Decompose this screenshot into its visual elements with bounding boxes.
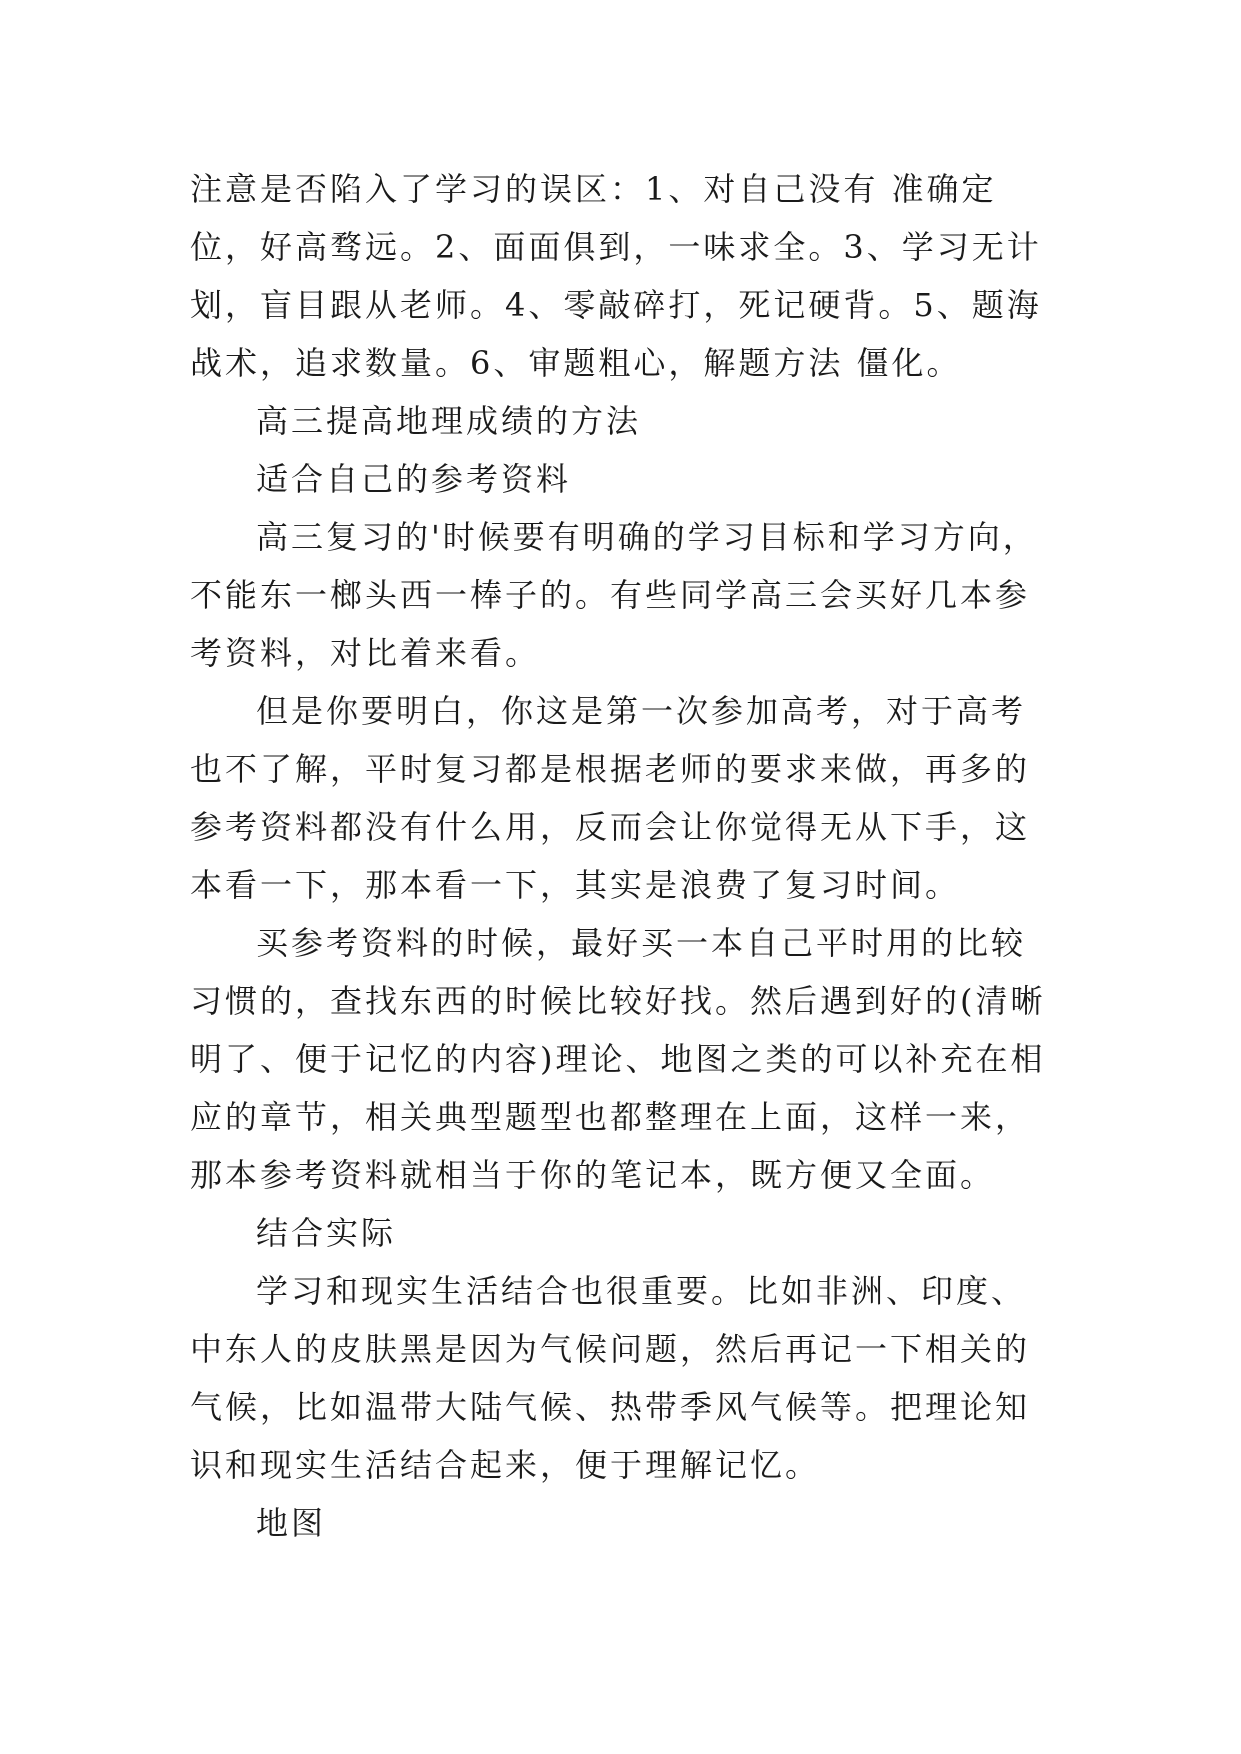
paragraph-review-goals: 高三复习的'时候要有明确的学习目标和学习方向，不能东一榔头西一棒子的。有些同学高三会买好几本参考资料，对比着来看。 [190,518,1038,672]
paragraph-learning-pitfalls: 注意是否陷入了学习的误区：1、对自己没有 准确定位，好高骛远。2、面面俱到，一味求全。3、学习无计划，盲目跟从老师。4、零敲碎打，死记硬背。5、题海战术，追求数量。6、审题粗心，解题方法 僵化。 [190,170,1042,382]
section-heading-geography-methods: 高三提高地理成绩的方法 [256,402,642,440]
subheading-combine-reality: 结合实际 [256,1214,397,1252]
subheading-reference-materials: 适合自己的参考资料 [256,460,572,498]
document-body [190,160,1060,1552]
paragraph-buying-materials: 买参考资料的时候，最好买一本自己平时用的比较习惯的，查找东西的时候比较好找。然后遇到好的(清晰明了、便于记忆的内容)理论、地图之类的可以补充在相应的章节，相关典型题型也都整理在上面，这样一来，那本参考资料就相当于你的笔记本，既方便又全面。 [190,924,1046,1194]
paragraph-real-life: 学习和现实生活结合也很重要。比如非洲、印度、中东人的皮肤黑是因为气候问题，然后再记一下相关的气候，比如温带大陆气候、热带季风气候等。把理论知识和现实生活结合起来，便于理解记忆。 [190,1272,1031,1484]
subheading-maps: 地图 [256,1504,327,1542]
paragraph-first-exam: 但是你要明白，你这是第一次参加高考，对于高考也不了解，平时复习都是根据老师的要求来做，再多的参考资料都没有什么用，反而会让你觉得无从下手，这本看一下，那本看一下，其实是浪费了复习时间。 [190,692,1031,904]
